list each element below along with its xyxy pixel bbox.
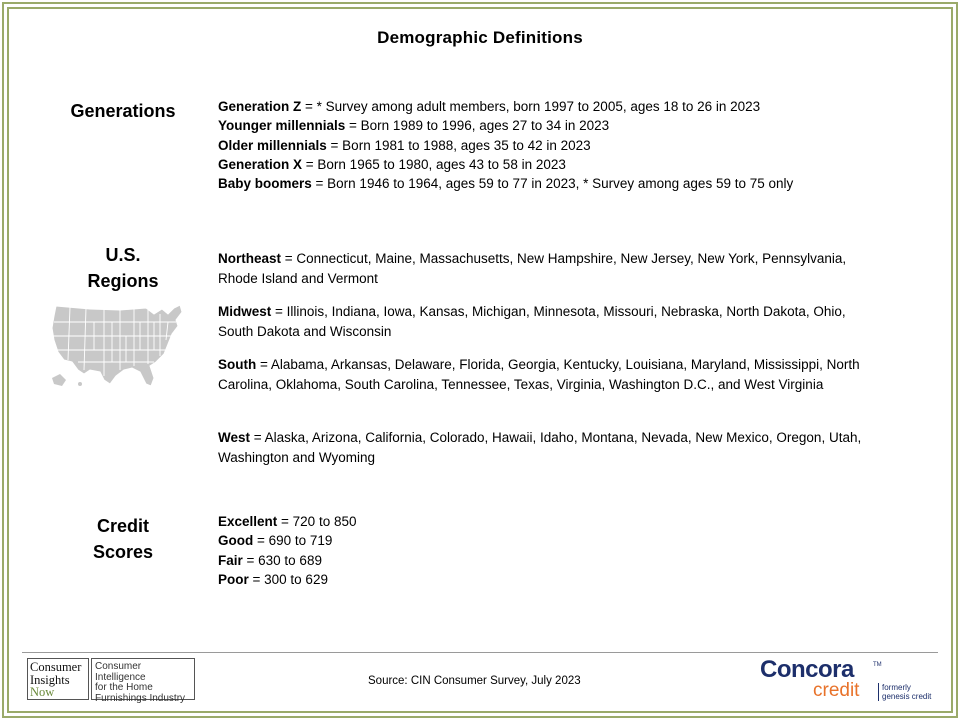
term: Fair — [218, 552, 243, 568]
formerly-line1: formerly — [882, 683, 911, 692]
list-item — [218, 136, 793, 155]
cin-tagline-line1: Consumer Intelligence — [95, 661, 146, 683]
definition: = Born 1981 to 1988, ages 35 to 42 in 2023 — [326, 137, 591, 153]
term: Generation X — [218, 156, 303, 172]
definition: = Born 1989 to 1996, ages 27 to 34 in 2023 — [345, 118, 610, 134]
definition: = Born 1946 to 1964, ages 59 to 77 in 2023, * Survey among ages 59 to 75 only — [311, 176, 794, 192]
credit-scores-heading — [48, 513, 198, 565]
page-title: Demographic Definitions — [377, 28, 583, 47]
regions-heading-line2: Regions — [87, 271, 159, 291]
region-south — [218, 355, 868, 394]
term: Generation Z — [218, 99, 302, 114]
term: Baby boomers — [218, 176, 312, 192]
definition: = 300 to 629 — [248, 571, 328, 587]
term: Older millennials — [218, 137, 327, 153]
definition: = 720 to 850 — [277, 514, 357, 529]
term: Poor — [218, 571, 249, 587]
regions-heading — [48, 242, 198, 294]
definition: = Connecticut, Maine, Massachusetts, New Hampshire, New Jersey, New York, Pennsylvania, Rhode Island and Vermont — [218, 251, 847, 286]
list-item — [218, 155, 793, 174]
generations-heading-text: Generations — [70, 101, 176, 121]
list-item — [218, 570, 356, 589]
formerly-line2: genesis credit — [882, 692, 932, 701]
concora-logo — [760, 656, 940, 706]
region-northeast — [218, 249, 868, 288]
cin-logo-line1: Consumer — [30, 660, 82, 674]
us-map-icon — [50, 300, 184, 392]
source-note: Source: CIN Consumer Survey, July 2023 — [368, 675, 581, 687]
term: Excellent — [218, 514, 278, 529]
list-item — [218, 551, 356, 570]
definition: = * Survey among adult members, born 1997 to 2005, ages 18 to 26 in 2023 — [301, 99, 761, 114]
term: Younger millennials — [218, 118, 346, 134]
definition: = Illinois, Indiana, Iowa, Kansas, Michigan, Minnesota, Missouri, Nebraska, North Dakota, Ohio, South Dakota and Wisconsin — [218, 304, 846, 339]
definition: = Alabama, Arkansas, Delaware, Florida, Georgia, Kentucky, Louisiana, Maryland, Mississippi, North Carolina, Oklahoma, South Carolina, Tennessee, Texas, Virginia, Washington D.C., and West Virginia — [218, 357, 860, 392]
term: Midwest — [218, 304, 272, 319]
definition: = Alaska, Arizona, California, Colorado, Hawaii, Idaho, Montana, Nevada, New Mexico, Oregon, Utah, Washington and Wyoming — [218, 430, 862, 465]
list-item — [218, 97, 793, 116]
list-item — [218, 512, 356, 531]
cin-tagline-line3: Furnishings Industry — [95, 692, 186, 704]
concora-formerly — [878, 683, 931, 701]
generations-list — [218, 97, 793, 193]
region-west — [218, 428, 868, 467]
cin-logo-tagline — [91, 658, 195, 704]
list-item — [218, 116, 793, 135]
term: South — [218, 357, 257, 372]
list-item — [218, 174, 793, 193]
definition: = 690 to 719 — [253, 533, 333, 549]
term: Good — [218, 533, 254, 549]
definition: = 630 to 689 — [242, 552, 322, 568]
concora-brand: Concora — [760, 656, 854, 683]
cin-logo — [27, 658, 195, 702]
credit-heading-line2: Scores — [92, 542, 154, 562]
concora-sub: credit — [813, 680, 860, 701]
term: Northeast — [218, 251, 282, 266]
alaska-shape — [52, 374, 66, 386]
definition: = Born 1965 to 1980, ages 43 to 58 in 2023 — [302, 156, 566, 172]
cin-logo-mark — [27, 658, 89, 700]
cin-logo-line2: Insights — [30, 672, 70, 687]
credit-scores-list — [218, 512, 356, 589]
regions-heading-line1: U.S. — [105, 245, 141, 265]
term: West — [218, 430, 251, 445]
credit-heading-line1: Credit — [96, 516, 149, 536]
list-item — [218, 531, 356, 550]
generations-heading — [48, 98, 198, 124]
footer-divider — [22, 652, 938, 653]
cin-tagline-line2: for the Home — [95, 682, 153, 693]
concora-tm: TM — [873, 662, 882, 668]
cin-logo-line3: Now — [30, 685, 55, 699]
region-midwest — [218, 302, 868, 341]
hawaii-shape — [78, 382, 82, 386]
us-map-shape — [52, 305, 182, 386]
